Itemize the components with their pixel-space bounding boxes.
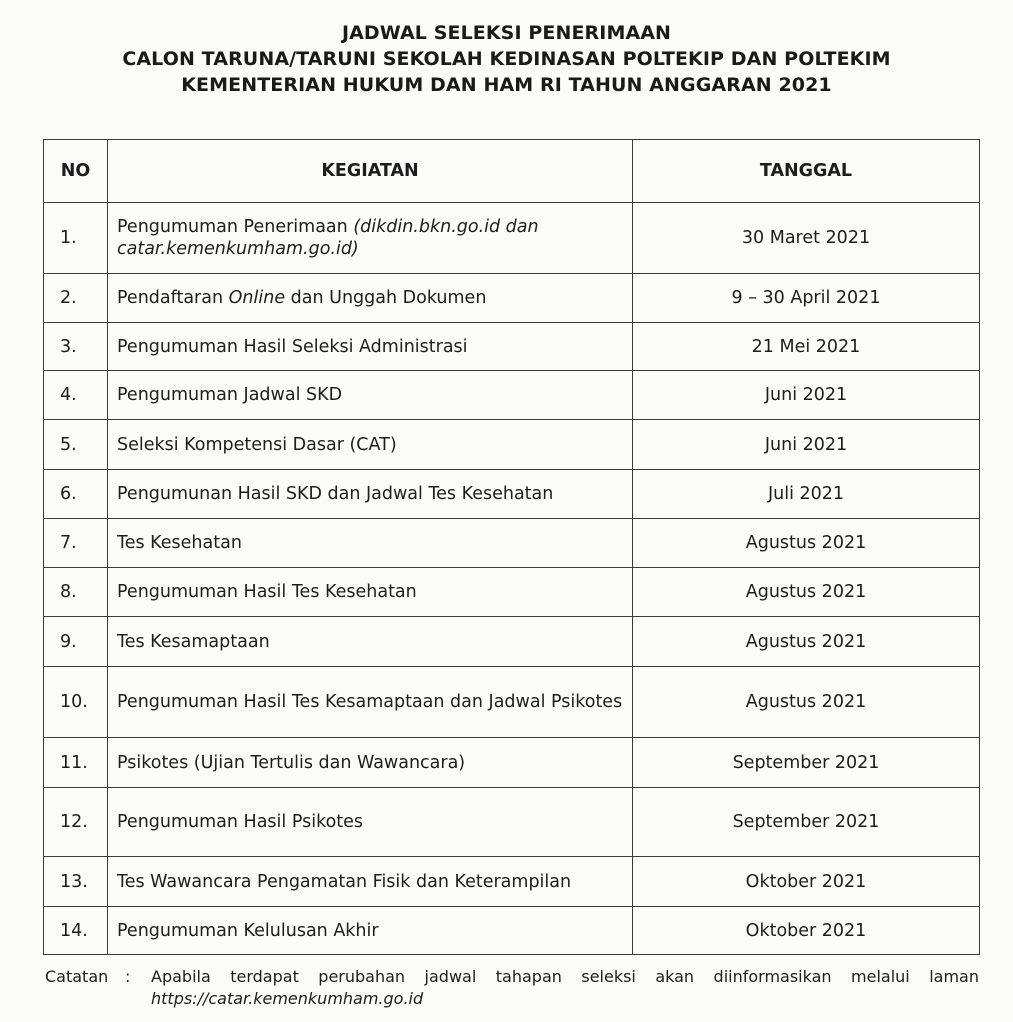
table-row — [44, 420, 980, 470]
kegiatan-text: Pendaftaran — [117, 288, 229, 308]
row-no: 11. — [44, 738, 108, 788]
document-title — [0, 20, 1013, 98]
row-no: 10. — [44, 667, 108, 738]
table-row — [44, 371, 980, 420]
row-no: 14. — [44, 907, 108, 955]
title-line-3: KEMENTERIAN HUKUM DAN HAM RI TAHUN ANGGARAN 2021 — [181, 74, 832, 96]
row-kegiatan: Pengumuman Kelulusan Akhir — [108, 907, 633, 955]
schedule-table — [43, 139, 980, 955]
table-row — [44, 519, 980, 568]
footnote-label: Catatan — [45, 967, 109, 986]
header-kegiatan: KEGIATAN — [108, 140, 633, 203]
row-tanggal: Oktober 2021 — [633, 907, 980, 955]
table-row — [44, 203, 980, 274]
row-kegiatan: Seleksi Kompetensi Dasar (CAT) — [108, 420, 633, 470]
row-tanggal: Agustus 2021 — [633, 667, 980, 738]
row-tanggal: 9 – 30 April 2021 — [633, 274, 980, 323]
row-kegiatan: Pengumuman Hasil Tes Kesehatan — [108, 568, 633, 617]
title-line-2: CALON TARUNA/TARUNI SEKOLAH KEDINASAN POLTEKIP DAN POLTEKIM — [122, 48, 891, 70]
row-no: 6. — [44, 470, 108, 519]
row-no: 9. — [44, 617, 108, 667]
row-no: 3. — [44, 323, 108, 371]
row-tanggal: Oktober 2021 — [633, 857, 980, 907]
row-no: 7. — [44, 519, 108, 568]
footnote-body — [151, 966, 979, 1010]
row-kegiatan: Pengumuman Hasil Seleksi Administrasi — [108, 323, 633, 371]
row-tanggal: Agustus 2021 — [633, 519, 980, 568]
row-tanggal: 30 Maret 2021 — [633, 203, 980, 274]
footnote-colon: : — [125, 967, 131, 986]
title-line-1: JADWAL SELEKSI PENERIMAAN — [341, 22, 672, 44]
table-row — [44, 907, 980, 955]
table-row — [44, 274, 980, 323]
row-no: 12. — [44, 788, 108, 857]
row-tanggal: Agustus 2021 — [633, 617, 980, 667]
table-row — [44, 788, 980, 857]
row-no: 1. — [44, 203, 108, 274]
table-header-row — [44, 140, 980, 203]
table-row — [44, 568, 980, 617]
kegiatan-text: Pengumuman Penerimaan — [117, 217, 354, 237]
row-no: 8. — [44, 568, 108, 617]
row-tanggal: Agustus 2021 — [633, 568, 980, 617]
row-kegiatan: Pengumuman Hasil Tes Kesamaptaan dan Jadwal Psikotes — [108, 667, 633, 738]
row-kegiatan: Pengumuman Jadwal SKD — [108, 371, 633, 420]
header-no: NO — [44, 140, 108, 203]
row-no: 4. — [44, 371, 108, 420]
kegiatan-italic-text: (dikdin.bkn.go.id dan catar.kemenkumham.go.id) — [117, 217, 539, 259]
row-tanggal: 21 Mei 2021 — [633, 323, 980, 371]
row-tanggal: Juni 2021 — [633, 371, 980, 420]
row-kegiatan: Tes Wawancara Pengamatan Fisik dan Keterampilan — [108, 857, 633, 907]
table-row — [44, 857, 980, 907]
row-tanggal: September 2021 — [633, 788, 980, 857]
row-kegiatan: Psikotes (Ujian Tertulis dan Wawancara) — [108, 738, 633, 788]
row-kegiatan — [108, 203, 633, 274]
row-no: 2. — [44, 274, 108, 323]
header-tanggal: TANGGAL — [633, 140, 980, 203]
table-row — [44, 617, 980, 667]
row-no: 13. — [44, 857, 108, 907]
row-tanggal: Juni 2021 — [633, 420, 980, 470]
row-kegiatan: Tes Kesehatan — [108, 519, 633, 568]
footnote — [45, 966, 979, 1010]
kegiatan-italic-text: Online — [228, 288, 286, 308]
table-row — [44, 667, 980, 738]
table-row — [44, 738, 980, 788]
row-kegiatan — [108, 274, 633, 323]
footnote-url: https://catar.kemenkumham.go.id — [151, 989, 424, 1008]
row-tanggal: September 2021 — [633, 738, 980, 788]
row-kegiatan: Pengumuman Hasil Psikotes — [108, 788, 633, 857]
table-row — [44, 323, 980, 371]
row-kegiatan: Tes Kesamaptaan — [108, 617, 633, 667]
row-kegiatan: Pengumunan Hasil SKD dan Jadwal Tes Kesehatan — [108, 470, 633, 519]
table-row — [44, 470, 980, 519]
row-tanggal: Juli 2021 — [633, 470, 980, 519]
kegiatan-text-after: dan Unggah Dokumen — [285, 288, 487, 308]
row-no: 5. — [44, 420, 108, 470]
footnote-text: Apabila terdapat perubahan jadwal tahapan seleksi akan diinformasikan melalui laman — [151, 967, 979, 986]
